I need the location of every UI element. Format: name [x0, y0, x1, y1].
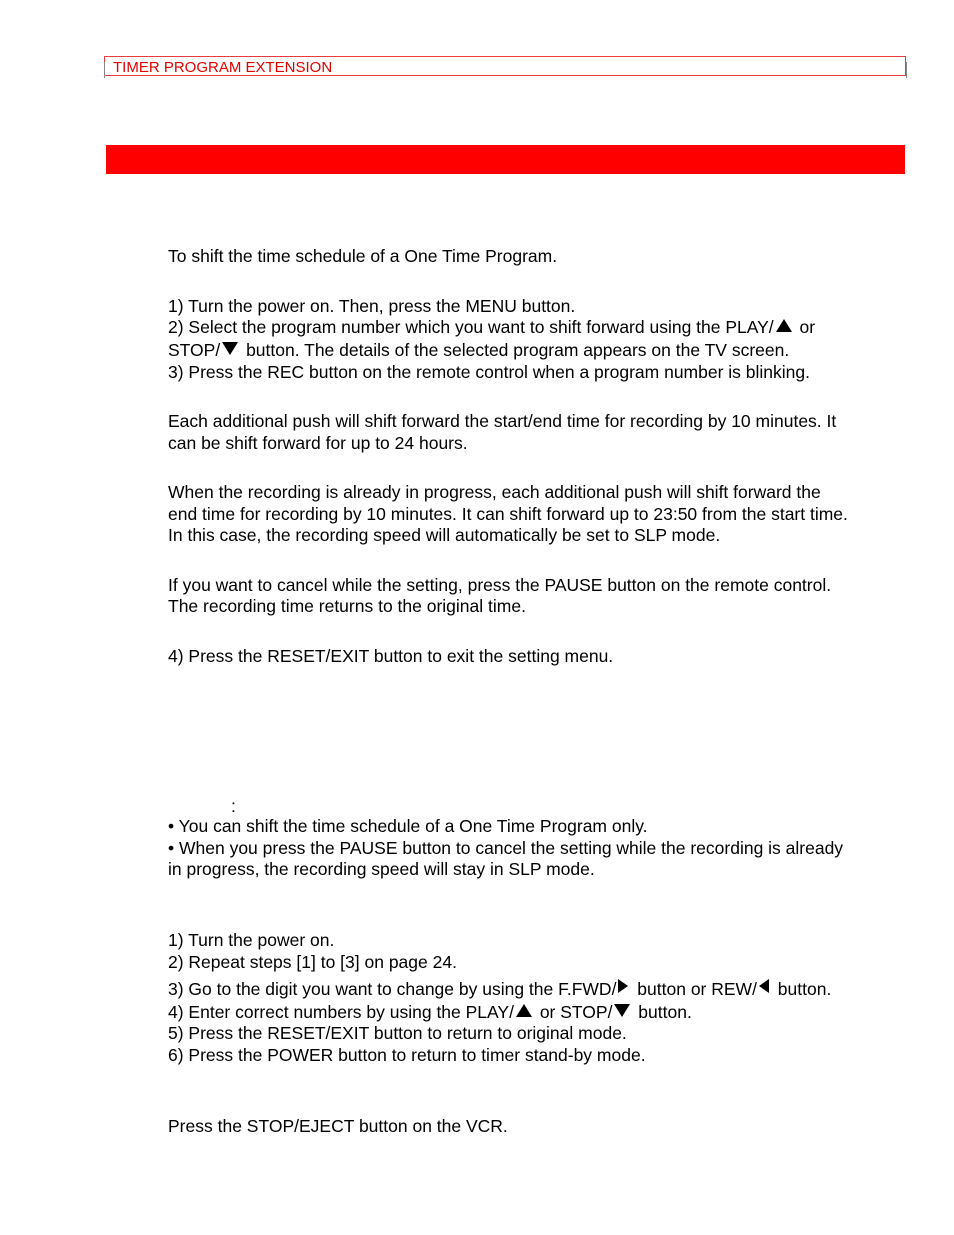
title-bar [106, 145, 905, 174]
step-4: 4) Press the RESET/EXIT button to exit the setting menu. [168, 646, 614, 666]
header-right-tick [906, 62, 907, 78]
final-instruction: Press the STOP/EJECT button on the VCR. [168, 1116, 508, 1136]
change-step-4-text-a: 4) Enter correct numbers by using the PLAY/ [168, 1002, 514, 1022]
intro-text: To shift the time schedule of a One Time Program. [168, 246, 558, 266]
stop-down-icon [222, 342, 238, 355]
header-left-tick [104, 62, 105, 78]
play-up-icon-2 [516, 1004, 532, 1017]
change-step-5: 5) Press the RESET/EXIT button to return to original mode. [168, 1023, 627, 1043]
change-step-3-text-c: button. [772, 979, 832, 999]
note-colon: : [231, 796, 236, 816]
step-2-text-b: or [794, 317, 816, 337]
step-2-text-c: STOP/ [168, 340, 221, 360]
para-2-line-2: end time for recording by 10 minutes. It can shift forward up to 23:50 from the start time. [168, 504, 848, 524]
header-title: TIMER PROGRAM EXTENSION [113, 59, 333, 76]
change-step-3-text-a: 3) Go to the digit you want to change by using the F.FWD/ [168, 979, 617, 999]
change-step-6: 6) Press the POWER button to return to timer stand-by mode. [168, 1045, 646, 1065]
stop-down-icon-2 [614, 1004, 630, 1017]
para-3-line-1: If you want to cancel while the setting, press the PAUSE button on the remote control. [168, 575, 832, 595]
change-step-4 [168, 1001, 692, 1023]
step-1: 1) Turn the power on. Then, press the MENU button. [168, 296, 576, 316]
rew-left-icon [759, 979, 769, 993]
para-2-line-1: When the recording is already in progress, each additional push will shift forward the [168, 482, 821, 502]
section-header [104, 56, 906, 76]
ffwd-right-icon [618, 979, 628, 993]
change-step-3-text-b: button or REW/ [632, 979, 757, 999]
step-2-line-1 [168, 316, 815, 338]
para-3-line-2: The recording time returns to the original time. [168, 596, 526, 616]
change-step-4-text-c: button. [633, 1002, 692, 1022]
change-step-3 [168, 978, 831, 1000]
note-bullet-1: • You can shift the time schedule of a One Time Program only. [168, 816, 648, 836]
para-2-line-3: In this case, the recording speed will automatically be set to SLP mode. [168, 525, 721, 545]
note-bullet-2-line-2: in progress, the recording speed will stay in SLP mode. [168, 859, 595, 879]
step-2-text-a: 2) Select the program number which you want to shift forward using the PLAY/ [168, 317, 774, 337]
para-1-line-2: can be shift forward for up to 24 hours. [168, 433, 468, 453]
step-2-text-d: button. The details of the selected program appears on the TV screen. [241, 340, 790, 360]
note-bullet-2-line-1: • When you press the PAUSE button to cancel the setting while the recording is already [168, 838, 844, 858]
step-2-line-2 [168, 339, 789, 361]
change-step-4-text-b: or STOP/ [534, 1002, 613, 1022]
para-1-line-1: Each additional push will shift forward the start/end time for recording by 10 minutes. It [168, 411, 837, 431]
change-step-2: 2) Repeat steps [1] to [3] on page 24. [168, 952, 457, 972]
play-up-icon [776, 319, 792, 332]
change-step-1: 1) Turn the power on. [168, 930, 335, 950]
step-3: 3) Press the REC button on the remote control when a program number is blinking. [168, 362, 810, 382]
